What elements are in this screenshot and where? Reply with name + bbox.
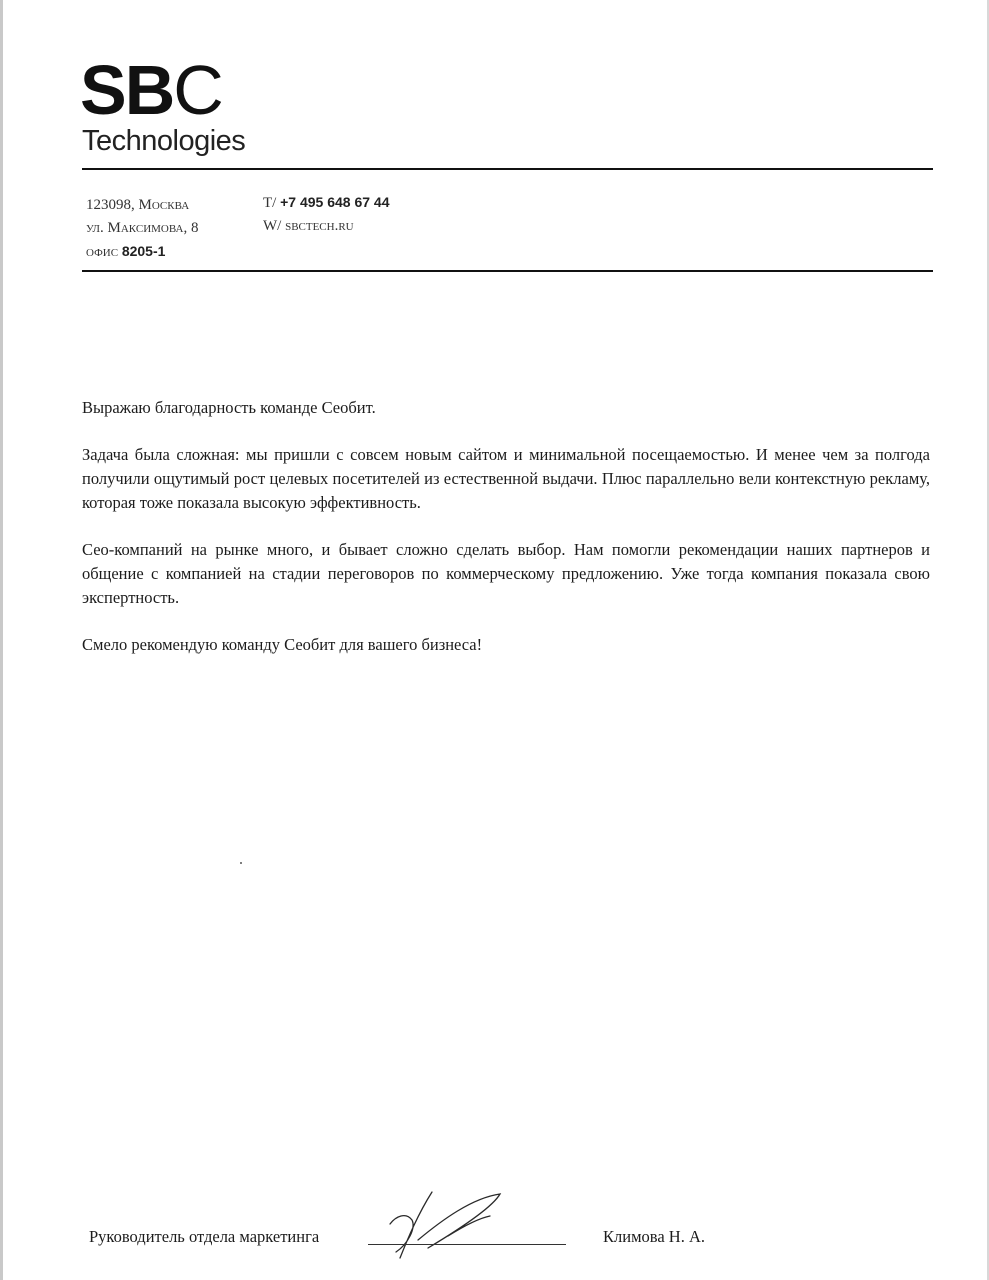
signature-line bbox=[368, 1244, 566, 1245]
office-prefix: офис bbox=[86, 244, 122, 260]
phone-line bbox=[263, 191, 389, 215]
handwritten-signature bbox=[360, 1186, 510, 1264]
web-line bbox=[263, 215, 389, 238]
letter-paragraph-2: Задача была сложная: мы пришли с совсем новым сайтом и минимальной посещаемостью. И менее чем за полгода получили ощутимый рост целевых посетителей из естественной выдачи. Плюс параллельно вели контекстную рекламу, которая тоже показала высокую эффективность. bbox=[82, 445, 930, 512]
website-link[interactable]: sbctech.ru bbox=[285, 218, 354, 234]
signatory-role: Руководитель отдела маркетинга bbox=[89, 1227, 320, 1246]
scan-speck bbox=[240, 862, 242, 864]
address-line-1: 123098, Москва bbox=[86, 197, 190, 213]
logo-subtitle: Technologies bbox=[82, 125, 246, 157]
address-line-3 bbox=[86, 240, 198, 264]
web-prefix: W/ bbox=[263, 218, 286, 234]
company-logo bbox=[80, 52, 260, 162]
phone-number: +7 495 648 67 44 bbox=[280, 194, 390, 210]
scan-edge-left bbox=[0, 0, 3, 1280]
logo-wordmark-heavy: SB bbox=[80, 51, 174, 129]
phone-prefix: T/ bbox=[263, 195, 281, 211]
office-number: 8205-1 bbox=[121, 243, 166, 259]
header-rule-top bbox=[82, 168, 933, 170]
letter-paragraph-1: Выражаю благодарность команде Сеобит. bbox=[82, 398, 376, 417]
logo-wordmark bbox=[80, 52, 222, 128]
company-address bbox=[86, 194, 198, 264]
signatory-name: Климова Н. А. bbox=[603, 1227, 705, 1246]
header-rule-bottom bbox=[82, 270, 933, 272]
logo-wordmark-thin: C bbox=[173, 51, 222, 129]
address-line-2: ул. Максимова, 8 bbox=[86, 220, 199, 236]
company-contacts bbox=[263, 191, 389, 238]
letter-body bbox=[82, 396, 930, 657]
letter-paragraph-4: Смело рекомендую команду Сеобит для вашего бизнеса! bbox=[82, 635, 483, 654]
letter-paragraph-3: Сео-компаний на рынке много, и бывает сложно сделать выбор. Нам помогли рекомендации наших партнеров и общение с компанией на стадии переговоров по коммерческому предложению. Уже тогда компания показала свою экспертность. bbox=[82, 540, 930, 607]
